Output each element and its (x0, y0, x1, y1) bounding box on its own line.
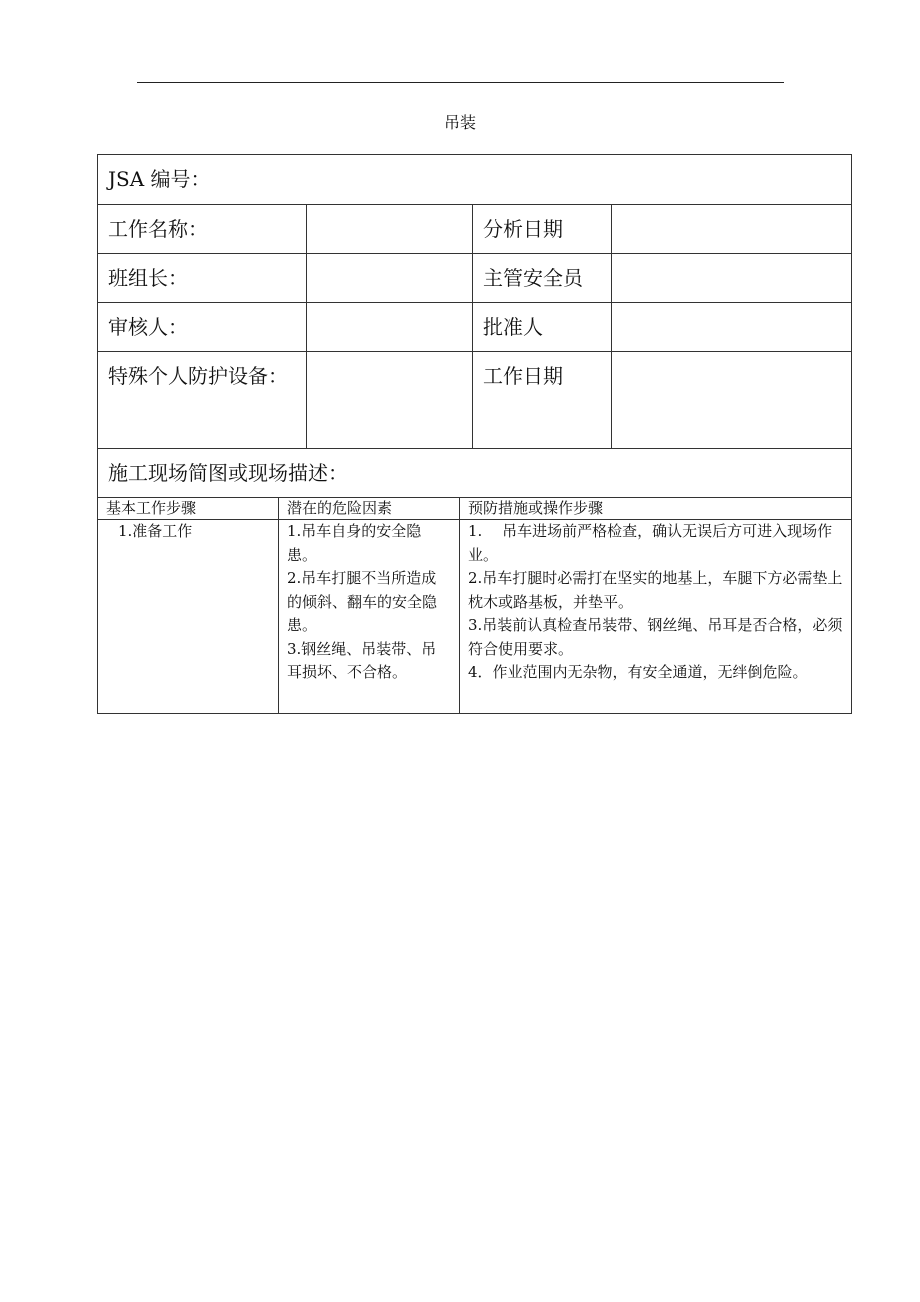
step-cell (98, 520, 279, 714)
page-title: 吊装 (443, 113, 476, 132)
approver-field[interactable] (612, 303, 852, 352)
table-header-row (98, 498, 852, 520)
table-row (98, 520, 852, 714)
column-header-measures: 预防措施或操作步骤 (460, 498, 852, 520)
team-leader-field[interactable] (307, 254, 473, 303)
analysis-date-label: 分析日期 (473, 205, 612, 254)
header-rule (137, 82, 784, 83)
measures-cell (460, 520, 852, 714)
step-text: 1.准备工作 (118, 522, 193, 540)
measure-item: 4．作业范围内无杂物，有安全通道，无绊倒危险。 (468, 663, 808, 681)
work-date-field[interactable] (612, 352, 852, 449)
measure-item: 3.吊装前认真检查吊装带、钢丝绳、吊耳是否合格，必须符合使用要求。 (468, 616, 843, 658)
work-name-label: 工作名称： (98, 205, 307, 254)
safety-officer-field[interactable] (612, 254, 852, 303)
hazard-item: 3.钢丝绳、吊装带、吊耳损坏、不合格。 (287, 639, 437, 681)
measure-item: 2.吊车打腿时必需打在坚实的地基上，车腿下方必需垫上枕木或路基板，并垫平。 (468, 569, 843, 611)
team-leader-label: 班组长： (98, 254, 307, 303)
hazard-item: 1.吊车自身的安全隐患。 (287, 522, 422, 564)
ppe-label: 特殊个人防护设备： (98, 352, 307, 449)
analysis-date-field[interactable] (612, 205, 852, 254)
hazard-item: 2.吊车打腿不当所造成的倾斜、翻车的安全隐患。 (287, 569, 438, 634)
site-description-label: 施工现场简图或现场描述： (98, 449, 852, 498)
jsa-form-table (97, 154, 852, 498)
reviewer-field[interactable] (307, 303, 473, 352)
measure-item: 1. 吊车进场前严格检查，确认无误后方可进入现场作业。 (468, 522, 833, 564)
jsa-number-label: JSA 编号： (98, 155, 852, 205)
hazard-analysis-table (97, 497, 852, 714)
work-date-label: 工作日期 (473, 352, 612, 449)
ppe-field[interactable] (307, 352, 473, 449)
approver-label: 批准人 (473, 303, 612, 352)
reviewer-label: 审核人： (98, 303, 307, 352)
work-name-field[interactable] (307, 205, 473, 254)
column-header-hazards: 潜在的危险因素 (279, 498, 460, 520)
safety-officer-label: 主管安全员 (473, 254, 612, 303)
hazards-cell (279, 520, 460, 714)
column-header-step: 基本工作步骤 (98, 498, 279, 520)
